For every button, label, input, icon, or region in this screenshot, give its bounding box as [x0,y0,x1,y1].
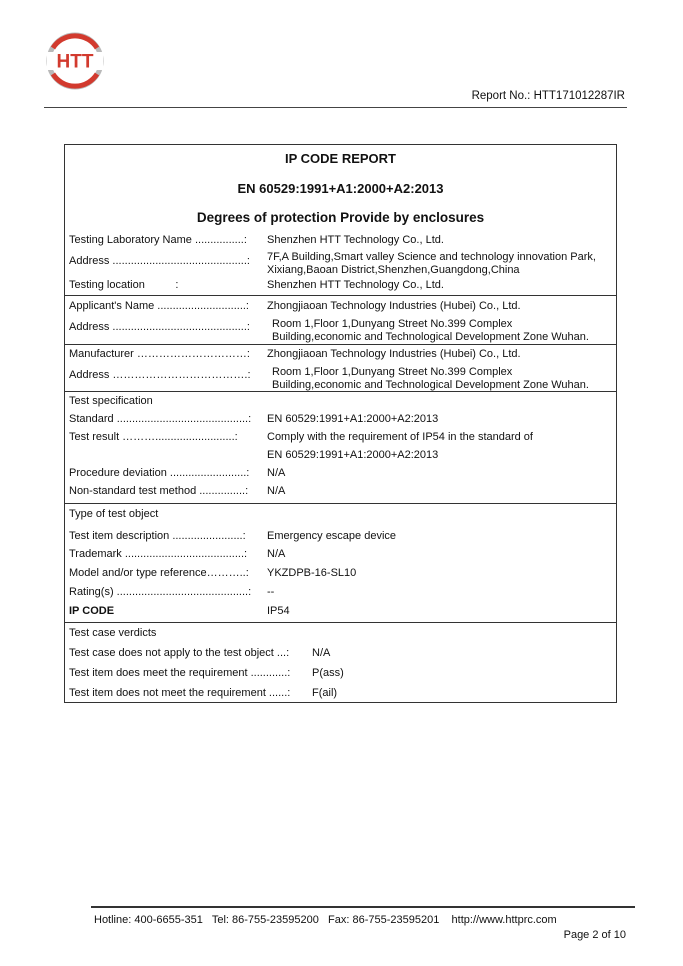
company-logo [44,30,106,92]
model-reference-label: Model and/or type reference………..: [69,567,249,579]
trademark-row [69,548,612,562]
test-result-line1: Comply with the requirement of IP54 in the standard of [267,431,533,443]
logo-text: HTT [56,51,94,73]
report-number: Report No.: HTT171012287IR [471,90,625,102]
verdict-fail-row [69,687,612,701]
report-table [64,144,617,703]
standard-label: Standard ...........................................: [69,413,252,425]
applicant-address-label: Address ............................................: [69,321,250,333]
section-divider [65,622,616,623]
standard-title: EN 60529:1991+A1:2000+A2:2013 [237,181,444,196]
standard-row [69,413,612,427]
test-result-line2: EN 60529:1991+A1:2000+A2:2013 [267,449,439,461]
trademark-label: Trademark .......................................: [69,548,248,560]
lab-name-row [69,234,612,248]
verdicts-heading: Test case verdicts [69,627,157,639]
lab-address-label: Address ............................................: [69,255,250,267]
applicant-name-label: Applicant's Name .............................: [69,300,249,312]
manufacturer-address-row [69,366,612,392]
ip-code-label: IP CODE [69,605,115,617]
test-object-heading: Type of test object [69,508,159,520]
lab-name-label: Testing Laboratory Name ................: [69,234,247,246]
test-result-label: Test result ………..........................: [69,431,238,443]
non-standard-method-row [69,485,612,499]
footer-divider [91,906,635,908]
rating-label: Rating(s) ...........................................: [69,586,252,598]
ip-code-value: IP54 [267,605,290,617]
verdict-pass-row [69,667,612,681]
lab-address-row [69,251,612,277]
section-divider [65,503,616,504]
footer-contact: Hotline: 400-6655-351 Tel: 86-755-23595200 Fax: 86-755-23595201 http://www.httprc.com [94,914,557,926]
testing-location-row [69,279,612,293]
testing-location-value: Shenzhen HTT Technology Co., Ltd. [267,279,444,291]
verdict-fail-value: F(ail) [312,687,338,699]
verdict-na-row [69,647,612,661]
procedure-deviation-label: Procedure deviation .........................: [69,467,250,479]
rating-value: -- [267,586,275,598]
section-divider [65,344,616,345]
testing-location-label: Testing location : [69,279,179,291]
manufacturer-address-label: Address ……………………………….: [69,369,251,381]
test-spec-heading-row [69,395,612,409]
verdict-na-label: Test case does not apply to the test object ...: [69,647,290,659]
manufacturer-address-line2: Building,economic and Technological Development Zone Wuhan. [272,379,589,391]
test-result-row [69,431,612,445]
applicant-name-row [69,300,612,314]
applicant-address-row [69,318,612,344]
non-standard-method-label: Non-standard test method ...............: [69,485,249,497]
page-number: Page 2 of 10 [563,929,626,941]
manufacturer-name-row [69,348,612,362]
verdict-pass-value: P(ass) [312,667,344,679]
model-reference-value: YKZDPB-16-SL10 [267,567,357,579]
test-object-heading-row [69,508,612,522]
applicant-address-line1: Room 1,Floor 1,Dunyang Street No.399 Complex [272,318,513,330]
model-reference-row [69,567,612,581]
manufacturer-name-label: Manufacturer …………………………: [69,348,250,360]
non-standard-method-value: N/A [267,485,286,497]
manufacturer-address-line1: Room 1,Floor 1,Dunyang Street No.399 Complex [272,366,513,378]
procedure-deviation-row [69,467,612,481]
verdicts-heading-row [69,627,612,641]
section-divider [65,295,616,296]
trademark-value: N/A [267,548,286,560]
lab-name-value: Shenzhen HTT Technology Co., Ltd. [267,234,444,246]
test-spec-heading: Test specification [69,395,153,407]
lab-address-line2: Xixiang,Baoan District,Shenzhen,Guangdong,China [267,264,520,276]
applicant-name-value: Zhongjiaoan Technology Industries (Hubei) Co., Ltd. [267,300,521,312]
test-item-description-label: Test item description .......................: [69,530,246,542]
procedure-deviation-value: N/A [267,467,286,479]
rating-row [69,586,612,600]
verdict-na-value: N/A [312,647,331,659]
standard-value: EN 60529:1991+A1:2000+A2:2013 [267,413,439,425]
test-item-description-value: Emergency escape device [267,530,397,542]
header-divider [44,107,627,108]
applicant-address-line2: Building,economic and Technological Development Zone Wuhan. [272,331,589,343]
verdict-pass-label: Test item does meet the requirement ............: [69,667,291,679]
htt-logo-icon [44,30,106,92]
report-subtitle: Degrees of protection Provide by enclosures [196,210,485,225]
ip-code-row [69,605,612,619]
lab-address-line1: 7F,A Building,Smart valley Science and technology innovation Park, [267,251,596,263]
manufacturer-name-value: Zhongjiaoan Technology Industries (Hubei) Co., Ltd. [267,348,521,360]
test-result-row-cont [69,449,612,463]
verdict-fail-label: Test item does not meet the requirement ......: [69,687,291,699]
report-title: IP CODE REPORT [284,151,396,166]
section-divider [65,391,616,392]
test-item-description-row [69,530,612,544]
